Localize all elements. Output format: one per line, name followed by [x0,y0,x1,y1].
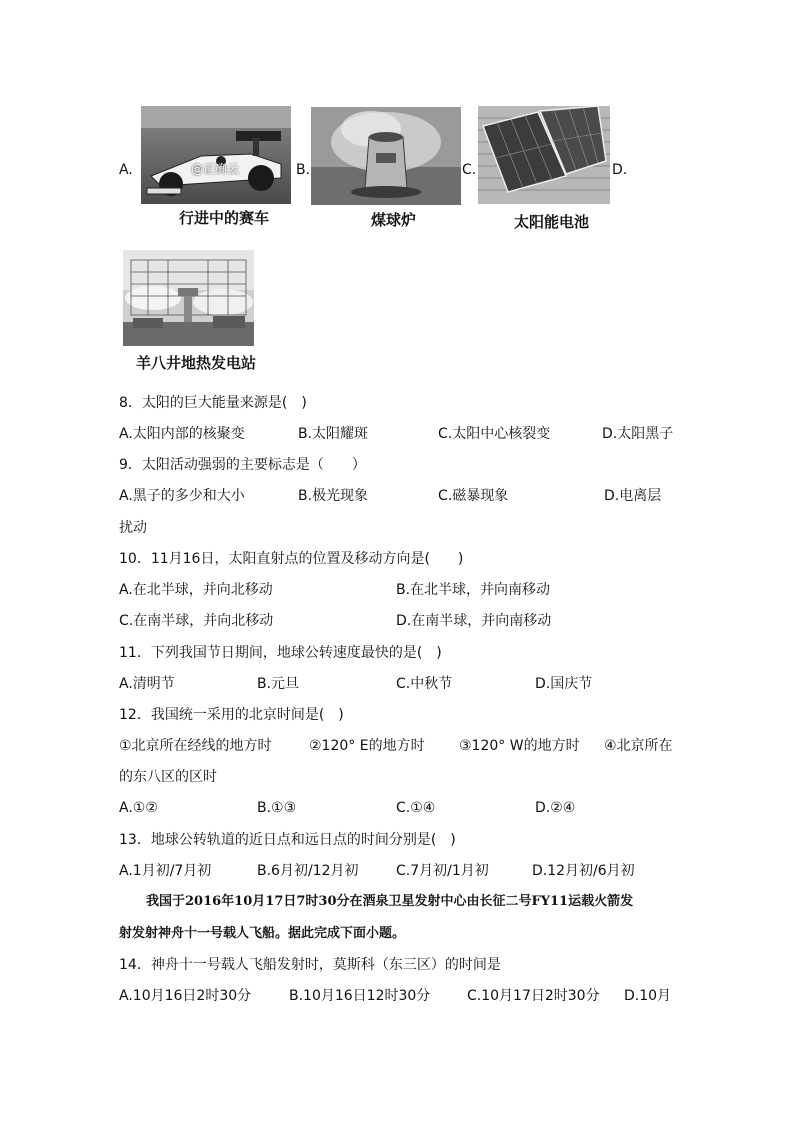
question-13-stem: 13．地球公转轨道的近日点和远日点的时间分别是( ) [119,832,456,848]
q8-option-b: B.太阳耀斑 [298,426,369,442]
q11-option-d: D.国庆节 [535,676,593,692]
q12-choice-1: ①北京所在经线的地方时 [119,738,272,754]
q13-option-b: B.6月初/12月初 [257,863,359,879]
watermark: @正确云 [191,162,240,176]
q8-option-d: D.太阳黑子 [602,426,674,442]
q11-option-a: A.清明节 [119,676,175,692]
q12-choice-3: ③120° W的地方时 [459,738,580,754]
q14-option-d: D.10月 [624,988,672,1004]
question-9-stem: 9．太阳活动强弱的主要标志是（ ） [119,457,366,473]
q12-option-d: D.②④ [535,800,576,816]
q12-option-b: B.①③ [257,800,297,816]
question-12-stem: 12．我国统一采用的北京时间是( ) [119,707,344,723]
option-label-c: C. [462,162,477,178]
q12-choice-4-wrap: 的东八区的区时 [119,769,217,785]
question-8-stem: 8．太阳的巨大能量来源是( ) [119,395,307,411]
q9-option-b: B.极光现象 [298,488,369,504]
coal-stove-photo [311,107,461,205]
question-11-stem: 11．下列我国节日期间，地球公转速度最快的是( ) [119,645,442,661]
option-label-b: B. [296,162,311,178]
race-car-photo [141,106,291,204]
q10-option-a: A.在北半球，并向北移动 [119,582,273,598]
option-label-d: D. [612,162,628,178]
q12-option-c: C.①④ [396,800,436,816]
q12-option-a: A.①② [119,800,158,816]
q10-option-b: B.在北半球，并向南移动 [396,582,551,598]
q9-option-a: A.黑子的多少和大小 [119,488,245,504]
caption-coal-stove: 煤球炉 [371,211,417,229]
option-label-a: A. [119,162,133,178]
q9-option-d: D.电离层 [604,488,662,504]
q9-option-d-wrap: 扰动 [119,520,147,536]
geothermal-station-photo [123,250,254,346]
question-10-stem: 10．11月16日，太阳直射点的位置及移动方向是( ) [119,551,464,567]
passage-line-1: 我国于2016年10月17日7时30分在酒泉卫星发射中心由长征二号FY11运载火箭发 [146,894,634,909]
caption-race-car: 行进中的赛车 [179,209,270,227]
passage-line-2: 射发射神舟十一号载人飞船。据此完成下面小题。 [119,926,406,941]
caption-solar-cell: 太阳能电池 [514,213,590,231]
caption-geothermal: 羊八井地热发电站 [136,354,257,372]
q11-option-c: C.中秋节 [396,676,453,692]
q8-option-a: A.太阳内部的核聚变 [119,426,245,442]
solar-panel-photo [478,106,610,204]
question-14-stem: 14．神舟十一号载人飞船发射时，莫斯科（东三区）的时间是 [119,957,501,973]
q12-choice-4: ④北京所在 [604,738,673,754]
q13-option-c: C.7月初/1月初 [396,863,489,879]
q8-option-c: C.太阳中心核裂变 [438,426,551,442]
q10-option-c: C.在南半球，并向北移动 [119,613,274,629]
q11-option-b: B.元旦 [257,676,300,692]
q14-option-b: B.10月16日12时30分 [289,988,431,1004]
q14-option-c: C.10月17日2时30分 [467,988,600,1004]
q12-choice-2: ②120° E的地方时 [309,738,425,754]
q14-option-a: A.10月16日2时30分 [119,988,252,1004]
q9-option-c: C.磁暴现象 [438,488,509,504]
q13-option-d: D.12月初/6月初 [532,863,635,879]
q13-option-a: A.1月初/7月初 [119,863,212,879]
q10-option-d: D.在南半球，并向南移动 [396,613,552,629]
